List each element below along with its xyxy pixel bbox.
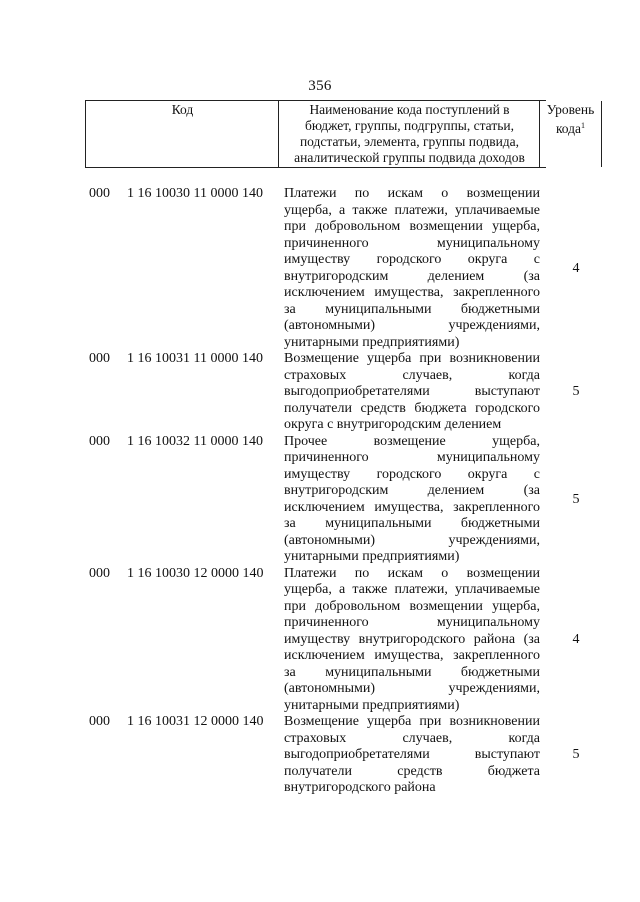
word: Платежи — [284, 186, 337, 201]
word: (автономными) — [284, 318, 376, 333]
justified-line — [284, 384, 540, 401]
justified-line — [284, 764, 540, 781]
word: района — [473, 631, 516, 647]
word: округа — [467, 466, 508, 482]
word: муниципальному — [436, 235, 540, 251]
word: возмещении — [409, 598, 483, 614]
income-code: 1 16 10032 11 0000 140 — [127, 433, 263, 449]
justified-line — [284, 186, 540, 203]
word: бюджета — [414, 400, 467, 416]
word: имущества, — [374, 499, 444, 515]
word: делением — [427, 268, 485, 284]
admin-code: 000 — [89, 186, 110, 201]
code-level: 5 — [572, 747, 580, 763]
header-name — [278, 101, 540, 167]
word: выгодоприобретателями — [284, 747, 430, 762]
income-name-line — [284, 516, 540, 533]
income-code: 1 16 10031 11 0000 140 — [127, 351, 263, 366]
table-row — [0, 351, 640, 434]
word: страховых — [284, 367, 347, 383]
word: возникновении — [449, 351, 540, 366]
word: исключением — [284, 285, 365, 300]
header-level-line — [540, 118, 601, 137]
word: причиненного — [284, 615, 369, 630]
income-name-line: внутригородского района — [284, 780, 436, 795]
word: при — [284, 598, 306, 614]
header-name-line: подстатьи, элемента, группы подвида, — [299, 134, 520, 149]
income-name-line — [284, 599, 540, 616]
word: о — [441, 186, 449, 201]
word: Прочее — [284, 433, 328, 449]
word: муниципальными — [325, 301, 432, 317]
word: возникновении — [449, 714, 540, 729]
word: городского — [376, 466, 442, 482]
justified-line — [284, 467, 540, 484]
justified-line — [284, 648, 540, 665]
income-name-line — [284, 351, 540, 368]
justified-line — [284, 219, 540, 236]
income-code: 1 16 10031 12 0000 140 — [127, 714, 264, 729]
word: закрепленного — [453, 285, 540, 300]
income-name-line: унитарными предприятиями) — [284, 549, 460, 564]
income-name-line — [284, 252, 540, 269]
word: по — [354, 565, 370, 581]
justified-line — [284, 599, 540, 616]
admin-code: 000 — [89, 433, 110, 449]
income-name — [284, 351, 540, 434]
word: имущества, — [374, 285, 444, 300]
income-name-line — [284, 533, 540, 550]
word: городского — [475, 400, 540, 416]
word: также — [352, 202, 388, 218]
justified-line — [284, 566, 540, 583]
footnote-marker: 1 — [581, 121, 586, 130]
income-name-line — [284, 681, 540, 698]
justified-line — [284, 351, 540, 368]
income-name-line — [284, 384, 540, 401]
justified-line — [284, 582, 540, 599]
income-name-line — [284, 302, 540, 319]
word: городского — [376, 252, 442, 267]
word: при — [419, 714, 442, 729]
word: имуществу — [284, 466, 351, 482]
income-name-line — [284, 648, 540, 665]
word: округа — [467, 252, 508, 267]
income-name-line — [284, 714, 540, 731]
justified-line — [284, 285, 540, 302]
word: бюджетными — [460, 664, 540, 680]
income-name-line — [284, 401, 540, 418]
code-level: 5 — [572, 491, 580, 507]
justified-line — [284, 665, 540, 682]
word: закрепленного — [453, 499, 540, 515]
word: имуществу — [284, 252, 351, 267]
word: случаев, — [402, 730, 453, 746]
income-name-line — [284, 615, 540, 632]
word: искам — [387, 186, 423, 201]
income-name — [284, 434, 540, 566]
word: муниципальными — [325, 664, 432, 680]
word: муниципальными — [325, 516, 432, 531]
justified-line — [284, 500, 540, 517]
word: возмещении — [466, 565, 540, 581]
word: бюджетными — [460, 301, 540, 317]
word: имуществу — [284, 631, 351, 647]
word: (за — [523, 268, 540, 284]
admin-code: 000 — [89, 714, 110, 729]
word: ущерба, — [492, 219, 540, 234]
word: искам — [387, 565, 423, 581]
income-name-line: унитарными предприятиями) — [284, 697, 460, 713]
justified-line — [284, 632, 540, 649]
income-name-line: унитарными предприятиями) — [284, 334, 460, 350]
word: платежи, — [394, 582, 448, 597]
word: (за — [523, 631, 540, 647]
justified-line — [284, 747, 540, 764]
word: ущерба — [367, 714, 412, 729]
table-header — [85, 100, 595, 168]
word: бюджета — [487, 763, 540, 779]
word: получатели — [284, 400, 352, 416]
income-name-line — [284, 219, 540, 236]
word: Возмещение — [284, 351, 359, 366]
income-name-line — [284, 500, 540, 517]
header-name-line: бюджет, группы, подгруппы, статьи, — [305, 118, 514, 133]
word: бюджетными — [460, 516, 540, 531]
word: причиненного — [284, 450, 369, 465]
word: причиненного — [284, 235, 369, 251]
word: ущерба, — [284, 202, 332, 218]
word: при — [419, 351, 442, 366]
word: закрепленного — [453, 648, 540, 663]
header-level-word: кода — [555, 121, 582, 136]
justified-line — [284, 318, 540, 335]
justified-line — [284, 203, 540, 220]
income-name-line — [284, 632, 540, 649]
income-name-line — [284, 747, 540, 764]
word: по — [354, 186, 370, 201]
income-name-line — [284, 665, 540, 682]
word: учреждениями, — [448, 532, 540, 548]
word: Платежи — [284, 565, 337, 581]
word: средств — [360, 400, 406, 416]
income-name-line — [284, 203, 540, 220]
word: исключением — [284, 499, 365, 515]
word: с — [533, 252, 540, 267]
justified-line — [284, 401, 540, 418]
word: выступают — [474, 747, 540, 762]
income-name-line — [284, 186, 540, 203]
word: за — [284, 664, 296, 680]
word: ущерба, — [284, 582, 332, 597]
word: средств — [397, 763, 443, 779]
income-name-line: округа с внутригородским делением — [284, 417, 502, 432]
income-name-line — [284, 566, 540, 583]
word: ущерба, — [492, 598, 540, 614]
income-name-line — [284, 731, 540, 748]
word: а — [338, 582, 346, 597]
justified-line — [284, 714, 540, 731]
header-level — [539, 101, 602, 167]
code-level: 5 — [572, 384, 580, 400]
word: исключением — [284, 648, 365, 663]
word: когда — [508, 367, 540, 383]
word: учреждениями, — [448, 318, 540, 333]
word: за — [284, 301, 296, 317]
word: добровольном — [315, 598, 401, 614]
code-level: 4 — [572, 260, 580, 276]
justified-line — [284, 252, 540, 269]
page-number: 356 — [308, 78, 332, 94]
word: муниципальному — [436, 450, 540, 465]
admin-code: 000 — [89, 351, 110, 366]
income-name-line — [284, 368, 540, 385]
code-level: 4 — [572, 631, 580, 647]
word: когда — [508, 730, 540, 746]
word: выгодоприобретателями — [284, 384, 430, 399]
word: внутригородским — [284, 483, 389, 498]
table-row — [0, 714, 640, 797]
header-name-line: Наименование кода поступлений в — [309, 102, 510, 117]
word: возмещение — [373, 433, 446, 449]
income-name-line — [284, 269, 540, 286]
word: (автономными) — [284, 532, 376, 548]
justified-line — [284, 434, 540, 451]
word: (за — [523, 483, 540, 498]
header-level-line: Уровень — [546, 102, 595, 117]
table-row — [0, 566, 640, 715]
justified-line — [284, 681, 540, 698]
word: добровольном — [315, 219, 401, 234]
header-name-line: аналитической группы подвида доходов — [294, 150, 525, 165]
word: страховых — [284, 730, 347, 746]
word: ущерба, — [492, 433, 540, 449]
word: (автономными) — [284, 681, 376, 696]
justified-line — [284, 731, 540, 748]
header-code: Код — [85, 101, 279, 167]
justified-line — [284, 450, 540, 467]
justified-line — [284, 483, 540, 500]
word: внутригородского — [358, 631, 466, 647]
income-name-line — [284, 483, 540, 500]
word: ущерба — [367, 351, 412, 366]
income-name-line — [284, 434, 540, 451]
word: за — [284, 516, 296, 531]
word: случаев, — [402, 367, 453, 383]
word: возмещении — [466, 186, 540, 201]
justified-line — [284, 533, 540, 550]
income-name — [284, 186, 540, 351]
word: платежи, — [394, 202, 448, 218]
word: также — [352, 582, 388, 597]
income-name-line — [284, 764, 540, 781]
word: о — [441, 565, 449, 581]
word: с — [533, 466, 540, 482]
income-name-line — [284, 318, 540, 335]
income-code: 1 16 10030 12 0000 140 — [127, 565, 264, 581]
word: при — [284, 219, 306, 234]
word: получатели — [284, 763, 352, 779]
income-name-line — [284, 236, 540, 253]
table-row — [0, 186, 640, 351]
income-code: 1 16 10030 11 0000 140 — [127, 186, 263, 201]
word: делением — [427, 483, 485, 498]
table-body — [0, 186, 640, 797]
word: возмещении — [409, 219, 483, 234]
justified-line — [284, 269, 540, 286]
word: уплачиваемые — [454, 582, 540, 597]
word: внутригородским — [284, 268, 389, 284]
income-name-line — [284, 467, 540, 484]
word: а — [338, 202, 346, 218]
justified-line — [284, 236, 540, 253]
income-name-line — [284, 450, 540, 467]
justified-line — [284, 302, 540, 319]
income-name — [284, 714, 540, 797]
word: муниципальному — [436, 615, 540, 630]
word: уплачиваемые — [454, 202, 540, 218]
table-row — [0, 434, 640, 566]
justified-line — [284, 516, 540, 533]
word: имущества, — [374, 648, 444, 663]
word: учреждениями, — [448, 681, 540, 696]
income-name-line — [284, 285, 540, 302]
income-name — [284, 566, 540, 715]
admin-code: 000 — [89, 565, 110, 581]
justified-line — [284, 368, 540, 385]
justified-line — [284, 615, 540, 632]
word: выступают — [474, 384, 540, 399]
income-name-line — [284, 582, 540, 599]
word: Возмещение — [284, 714, 359, 729]
